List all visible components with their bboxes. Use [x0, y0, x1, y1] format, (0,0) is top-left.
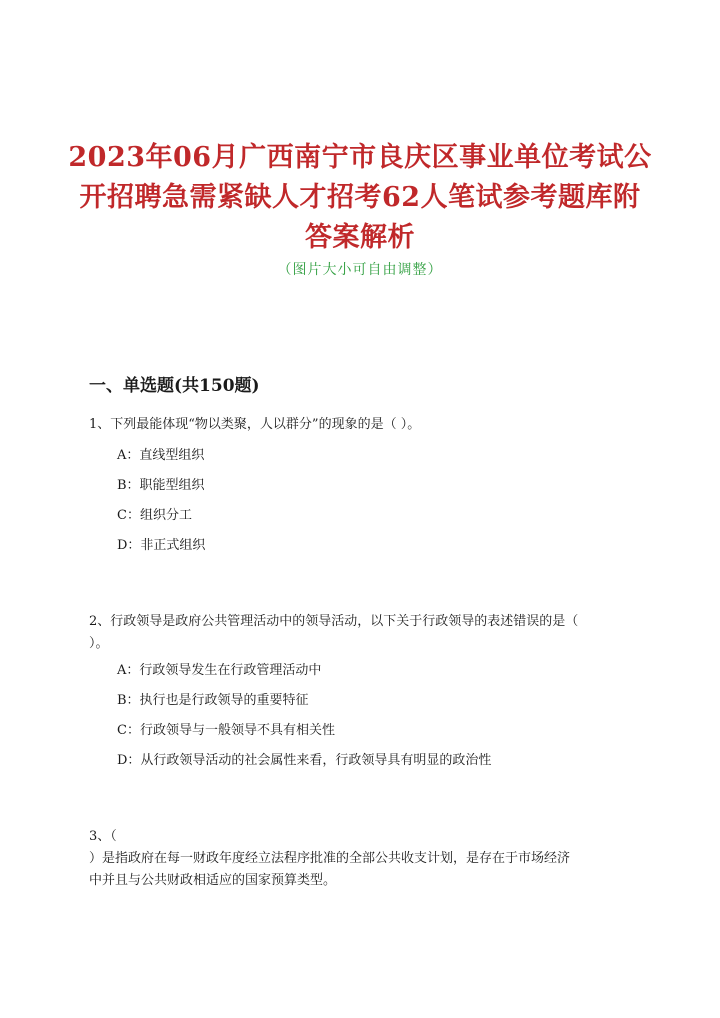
question-3-text-line-2: ）是指政府在每一财政年度经立法程序批准的全部公共收支计划，是存在于市场经济: [89, 851, 571, 866]
question-2: [89, 611, 634, 655]
title-line-2: 开招聘急需紧缺人才招考62人笔试参考题库附: [79, 182, 641, 213]
question-2-text-line-2: ）。: [89, 636, 109, 651]
document-title: [60, 138, 660, 258]
question-2-text-line-1: 2、行政领导是政府公共管理活动中的领导活动，以下关于行政领导的表述错误的是（: [89, 614, 579, 629]
question-1-option-a: A：直线型组织: [117, 448, 205, 463]
document-subtitle: （图片大小可自由调整）: [277, 262, 443, 278]
question-2-option-b: B：执行也是行政领导的重要特征: [117, 693, 309, 708]
section-heading: 一、单选题(共150题): [89, 376, 260, 396]
question-1-option-d: D：非正式组织: [117, 538, 206, 553]
question-1: [89, 414, 634, 436]
title-line-1: 2023年06月广西南宁市良庆区事业单位考试公: [68, 142, 652, 173]
question-3-text-line-3: 中并且与公共财政相适应的国家预算类型。: [89, 873, 337, 888]
question-2-option-d: D：从行政领导活动的社会属性来看，行政领导具有明显的政治性: [117, 753, 492, 768]
question-3-text-line-1: 3、（: [89, 829, 117, 844]
question-3: [89, 826, 634, 892]
question-1-text: 1、下列最能体现“物以类聚，人以群分”的现象的是（ ）。: [89, 417, 421, 432]
question-1-option-c: C：组织分工: [117, 508, 192, 523]
title-line-3: 答案解析: [305, 222, 415, 253]
question-2-option-c: C：行政领导与一般领导不具有相关性: [117, 723, 335, 738]
question-2-option-a: A：行政领导发生在行政管理活动中: [117, 663, 322, 678]
question-1-option-b: B：职能型组织: [117, 478, 205, 493]
